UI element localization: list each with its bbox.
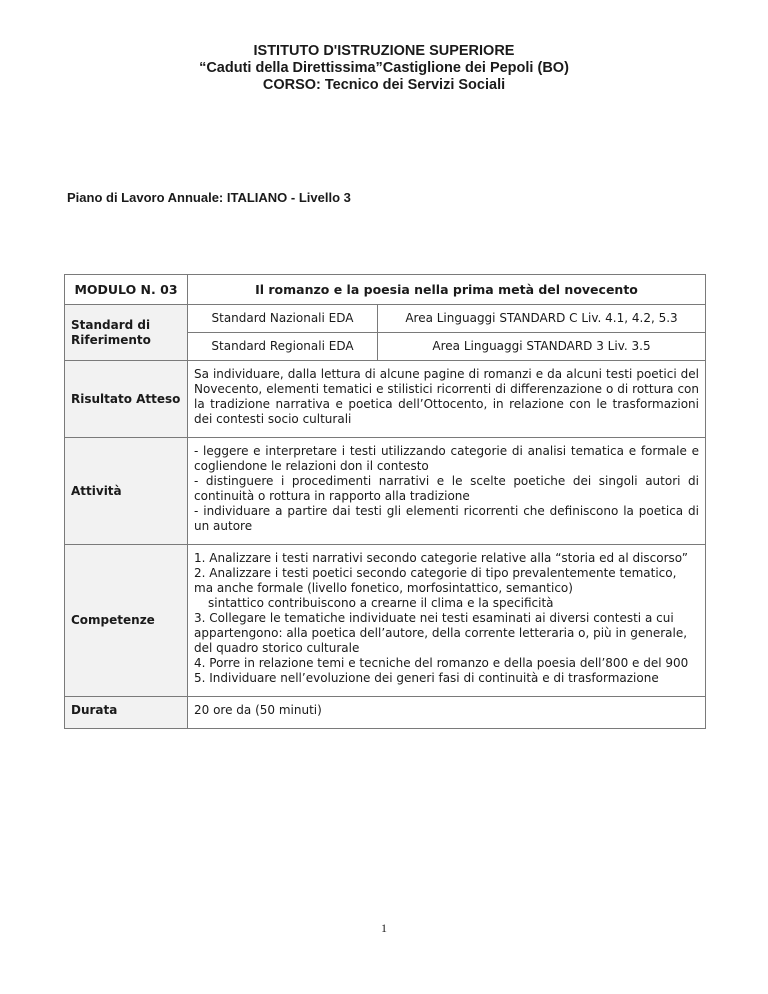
risultato-label: Risultato Atteso <box>65 361 188 438</box>
competenze-text <box>188 545 706 697</box>
school-header <box>0 43 768 94</box>
plan-title: Piano di Lavoro Annuale: ITALIANO - Livello 3 <box>67 190 351 205</box>
attivita-item: - distinguere i procedimenti narrativi e le scelte poetiche dei singoli autori di continuità o rottura in rapporto alla tradizione <box>194 474 699 503</box>
header-line-3: CORSO: Tecnico dei Servizi Sociali <box>262 77 506 93</box>
module-table <box>64 274 706 729</box>
standard-value: Area Linguaggi STANDARD 3 Liv. 3.5 <box>378 333 706 361</box>
risultato-text: Sa individuare, dalla lettura di alcune pagine di romanzi e da alcuni testi poetici del Novecento, elementi tematici e stilistici ricorrenti di differenzazione o di rottura con la tradizione narrativa e poetica dell’Ottocento, in relazione con le trasformazioni dei contesti socio culturali <box>188 361 706 438</box>
standard-name: Standard Regionali EDA <box>188 333 378 361</box>
attivita-label: Attività <box>65 438 188 545</box>
attivita-item: - individuare a partire dai testi gli elementi ricorrenti che definiscono la poetica di un autore <box>194 504 699 533</box>
competenza-item: 5. Individuare nell’evoluzione dei generi fasi di continuità e di trasformazione <box>194 671 659 685</box>
durata-row <box>65 697 706 729</box>
risultato-row <box>65 361 706 438</box>
competenza-item: 4. Porre in relazione temi e tecniche del romanzo e della poesia dell’800 e del 900 <box>194 656 689 670</box>
attivita-text <box>188 438 706 545</box>
header-line-2: “Caduti della Direttissima”Castiglione dei Pepoli (BO) <box>199 60 569 76</box>
competenza-item: 3. Collegare le tematiche individuate nei testi esaminati ai diversi contesti a cui appartengono: alla poetica dell’autore, della corrente letteraria o, più in generale, del quadro storico culturale <box>194 611 688 655</box>
module-header-row <box>65 275 706 305</box>
module-label: MODULO N. 03 <box>65 275 188 305</box>
page-number: 1 <box>381 921 387 935</box>
competenze-row <box>65 545 706 697</box>
durata-label: Durata <box>65 697 188 729</box>
module-title: Il romanzo e la poesia nella prima metà del novecento <box>188 275 706 305</box>
standard-label: Standard di Riferimento <box>65 305 188 361</box>
competenze-label: Competenze <box>65 545 188 697</box>
competenza-item: 1. Analizzare i testi narrativi secondo categorie relative alla “storia ed al discorso” <box>194 551 688 565</box>
header-line-1: ISTITUTO D'ISTRUZIONE SUPERIORE <box>253 43 515 59</box>
standard-value: Area Linguaggi STANDARD C Liv. 4.1, 4.2, 5.3 <box>378 305 706 333</box>
standard-row-national <box>65 305 706 333</box>
standard-name: Standard Nazionali EDA <box>188 305 378 333</box>
attivita-item: - leggere e interpretare i testi utilizzando categorie di analisi tematica e formale e cogliendone le relazioni don il contesto <box>194 444 699 473</box>
durata-value: 20 ore da (50 minuti) <box>188 697 706 729</box>
competenza-item: 2. Analizzare i testi poetici secondo categorie di tipo prevalentemente tematico, ma anche formale (livello fonetico, morfosintattico, semantico) <box>194 566 677 595</box>
competenza-item: sintattico contribuiscono a crearne il clima e la specificità <box>208 596 554 610</box>
attivita-row <box>65 438 706 545</box>
